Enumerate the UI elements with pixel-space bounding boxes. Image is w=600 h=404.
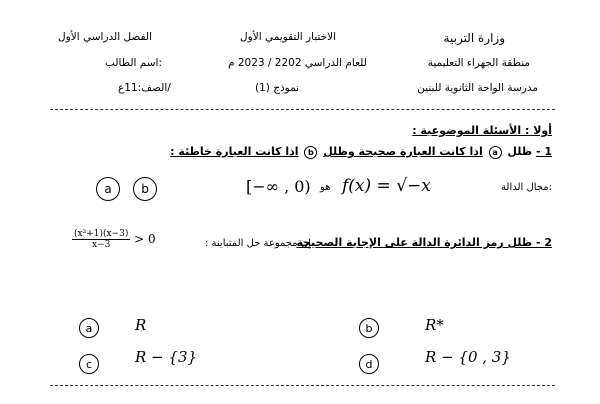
q1-instr-option-b: b xyxy=(304,146,317,159)
q2-inequality-tail: > 0 xyxy=(134,232,156,246)
q1-choice-b[interactable]: b xyxy=(133,177,157,201)
q2-inequality xyxy=(72,229,156,250)
header-center-line1: الاختبار التقويمي الأول xyxy=(240,31,337,43)
q1-choice-a[interactable]: a xyxy=(96,177,120,201)
footer-divider xyxy=(50,385,555,386)
header-left-line1: الفصل الدراسي الأول xyxy=(58,31,152,43)
q1-function: f(x) = √−x xyxy=(342,176,431,196)
header-right-line2: منطقة الجهراء التعليمية xyxy=(427,57,530,69)
header-center-line3: نموذج (1) xyxy=(255,82,300,94)
q2-option-d-text: R − {0 , 3} xyxy=(425,348,511,366)
q1-number: 1 - xyxy=(535,145,552,158)
header-left-line3: الصف:11ع/ xyxy=(118,82,171,94)
q2-fraction xyxy=(72,229,130,250)
q1-instruction xyxy=(170,145,552,159)
header-divider xyxy=(50,109,555,110)
q2-option-a-circle[interactable]: a xyxy=(79,318,99,338)
section-title: أولا : الأسئلة الموضوعية : xyxy=(412,124,552,137)
q1-instr-a: ظلل xyxy=(507,145,533,158)
q2-fraction-denominator: x−3 xyxy=(92,240,111,250)
q1-instr-option-a: a xyxy=(489,146,502,159)
q2-option-b-text: R* xyxy=(425,316,444,334)
q2-option-d-circle[interactable]: d xyxy=(359,354,379,374)
q1-is-word: هو xyxy=(320,182,331,193)
q1-interval: [−∞ , 0) xyxy=(246,177,311,196)
header-center-line2: للعام الدراسي 2202 / 2023 م xyxy=(228,57,367,69)
q2-option-a-text: R xyxy=(135,316,147,334)
header-right-line1: وزارة التربية xyxy=(443,31,505,45)
q1-instr-b: اذا كانت العبارة صحيحة وظلل xyxy=(323,145,483,158)
q2-option-c-circle[interactable]: c xyxy=(79,354,99,374)
header-left-line2: اسم الطالب: xyxy=(105,57,163,69)
q2-title: 2 - ظلل رمز الدائرة الدالة على الإجابة الصحيحة xyxy=(296,236,552,249)
q2-option-c-text: R − {3} xyxy=(135,348,198,366)
q1-instr-c: اذا كانت العبارة خاطئة : xyxy=(170,145,299,158)
q1-stmt-label: مجال الدالة: xyxy=(501,182,552,193)
q2-option-b-circle[interactable]: b xyxy=(359,318,379,338)
q2-fraction-numerator: (x²+1)(x−3) xyxy=(74,229,129,239)
header-right-line3: مدرسة الواحة الثانوية للبنين xyxy=(417,82,538,94)
q2-statement: إن مجموعة حل المتباينة : xyxy=(205,238,311,249)
